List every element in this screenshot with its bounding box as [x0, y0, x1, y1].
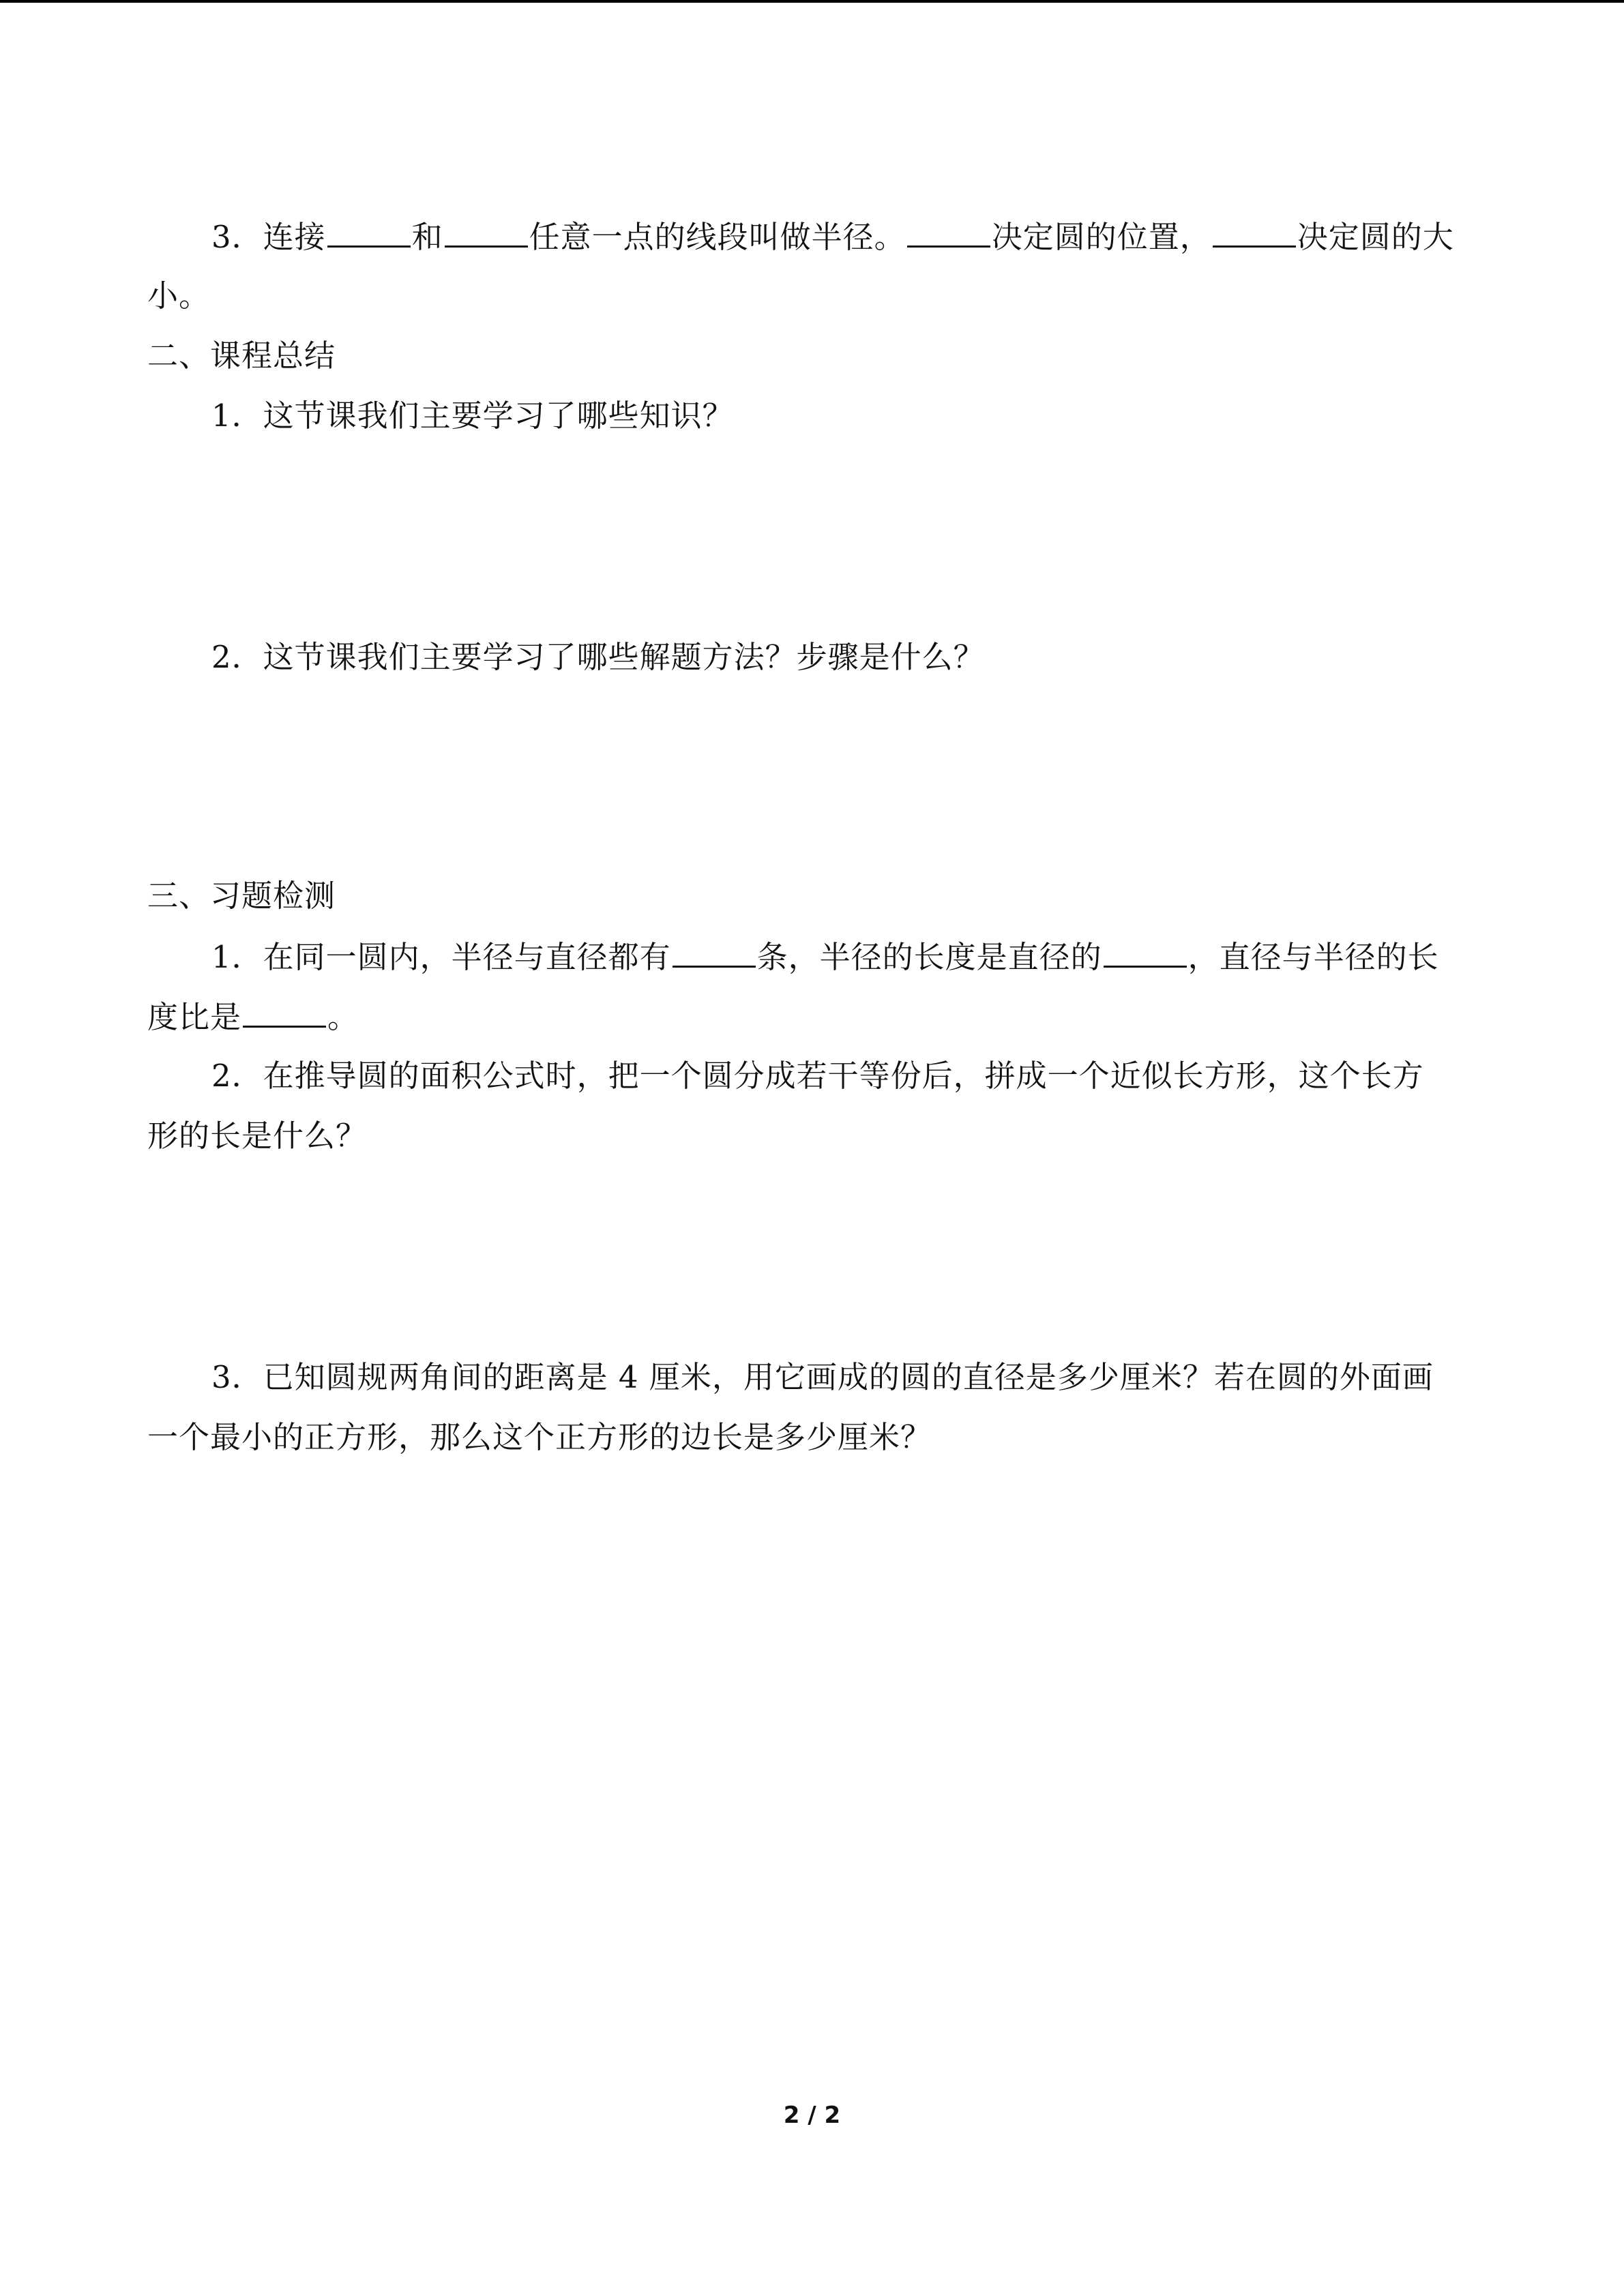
exercise-2-line-2: 形的长是什么？: [147, 1118, 368, 1154]
exercise-1-cont1: 度比是: [147, 999, 242, 1035]
exercise-3-line-1: 3．已知圆规两角间的距离是 4 厘米，用它画成的圆的直径是多少厘米？若在圆的外面画: [211, 1359, 1434, 1395]
exercise-1-part1: 1．在同一圆内，半径与直径都有: [211, 939, 671, 975]
q3-part3: 任意一点的线段叫做半径。: [529, 219, 906, 255]
q3-blank-3[interactable]: [907, 215, 990, 248]
q3-number: 3．: [211, 219, 263, 255]
q3-part5: 决定圆的大: [1297, 219, 1454, 255]
exercise-3-line-2: 一个最小的正方形，那么这个正方形的边长是多少厘米？: [147, 1419, 932, 1455]
q3-fill-line: [211, 215, 1454, 258]
q3-part2: 和: [411, 219, 443, 255]
exercise-1-blank-2[interactable]: [1104, 936, 1187, 968]
exercise-1-part2: 条，半径的长度是直径的: [756, 939, 1102, 975]
q3-fill-continuation: 小。: [147, 278, 211, 314]
exercise-1-blank-3[interactable]: [243, 996, 326, 1028]
section-heading-summary: 二、课程总结: [147, 338, 336, 374]
q3-blank-2[interactable]: [445, 215, 528, 248]
q3-part1: 连接: [263, 219, 326, 255]
exercise-2-line-1: 2．在推导圆的面积公式时，把一个圆分成若干等份后，拼成一个近似长方形，这个长方: [211, 1058, 1424, 1094]
page-number: 2 / 2: [783, 2102, 841, 2129]
section-heading-exercises: 三、习题检测: [147, 878, 336, 914]
q3-blank-4[interactable]: [1213, 215, 1296, 248]
q3-blank-1[interactable]: [327, 215, 411, 248]
exercise-1-blank-1[interactable]: [673, 936, 756, 968]
exercise-1-cont2: 。: [327, 999, 359, 1035]
summary-question-2: 2．这节课我们主要学习了哪些解题方法？步骤是什么？: [211, 639, 985, 675]
exercise-1-line: [211, 936, 1439, 978]
q3-part4: 决定圆的位置，: [991, 219, 1211, 255]
exercise-1-continuation: [147, 996, 359, 1038]
summary-question-1: 1．这节课我们主要学习了哪些知识？: [211, 398, 734, 434]
exercise-1-part3: ，直径与半径的长: [1187, 939, 1439, 975]
